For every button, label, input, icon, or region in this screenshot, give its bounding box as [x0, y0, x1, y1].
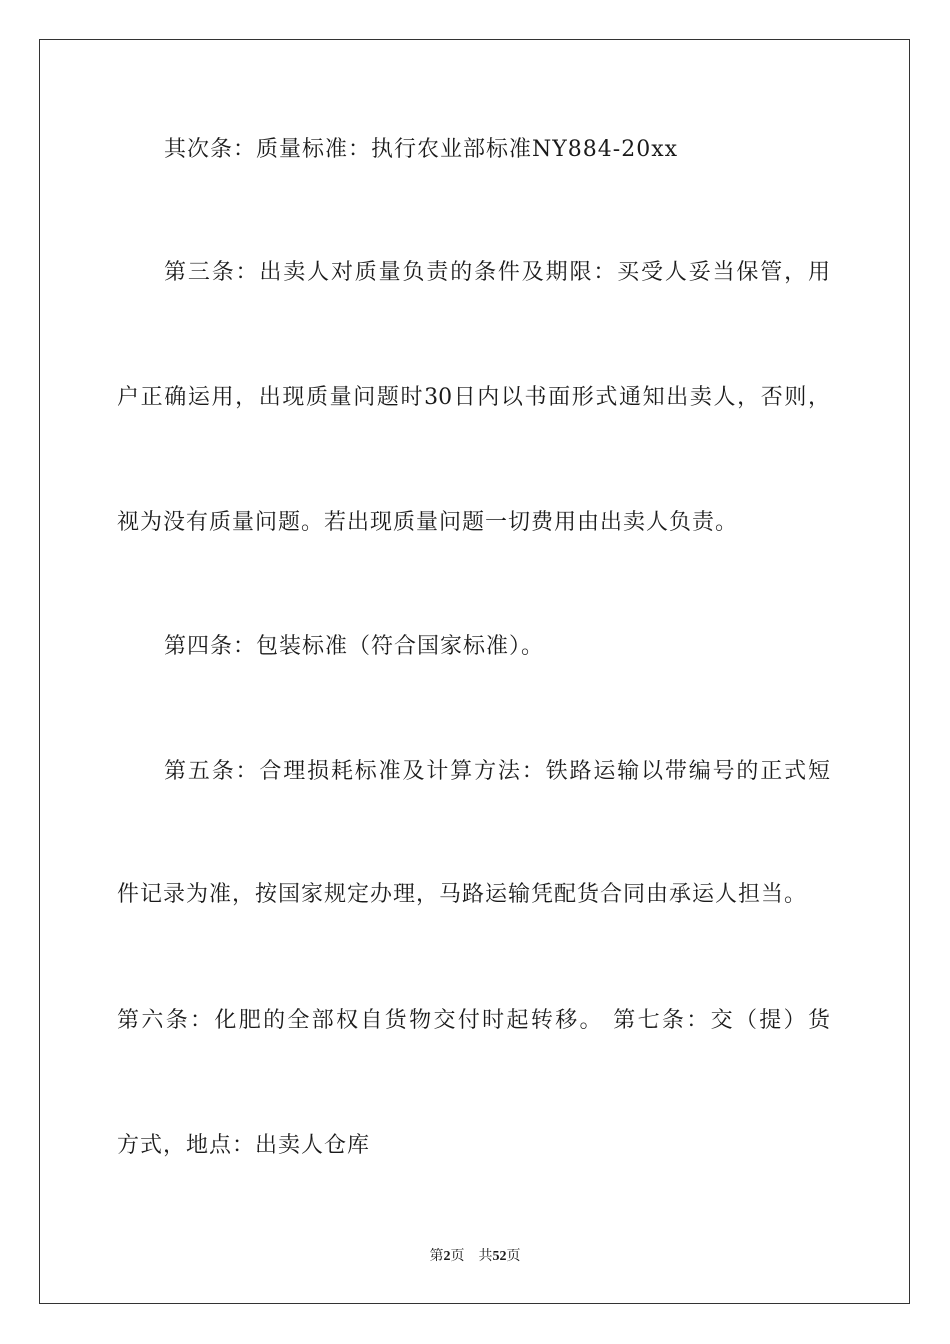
paragraph-line-5: 第四条：包装标准（符合国家标准）。	[164, 634, 545, 659]
page-footer	[0, 1246, 950, 1267]
paragraph-line-3: 户正确运用，出现质量问题时30日内以书面形式通知出卖人，否则，	[117, 385, 830, 410]
paragraph-line-4: 视为没有质量问题。若出现质量问题一切费用由出卖人负责。	[117, 510, 739, 535]
paragraph-line-1: 其次条：质量标准：执行农业部标准NY884-20xx	[164, 137, 679, 162]
footer-page-prefix: 第	[429, 1248, 444, 1264]
paragraph-line-9: 方式，地点：出卖人仓库	[117, 1133, 371, 1158]
footer-total-pages: 52	[492, 1249, 507, 1264]
footer-page-suffix: 页	[450, 1248, 465, 1264]
paragraph-line-7: 件记录为准，按国家规定办理，马路运输凭配货合同由承运人担当。	[117, 882, 808, 907]
paragraph-line-8: 第六条：化肥的全部权自货物交付时起转移。 第七条：交（提）货	[117, 1008, 830, 1033]
paragraph-line-6: 第五条：合理损耗标准及计算方法：铁路运输以带编号的正式短	[164, 759, 830, 784]
footer-total-prefix: 共	[478, 1248, 493, 1264]
page-border	[39, 39, 910, 1304]
footer-page-number: 2	[443, 1249, 451, 1264]
footer-total-suffix: 页	[506, 1248, 521, 1264]
paragraph-line-2: 第三条：出卖人对质量负责的条件及期限：买受人妥当保管，用	[164, 260, 830, 285]
